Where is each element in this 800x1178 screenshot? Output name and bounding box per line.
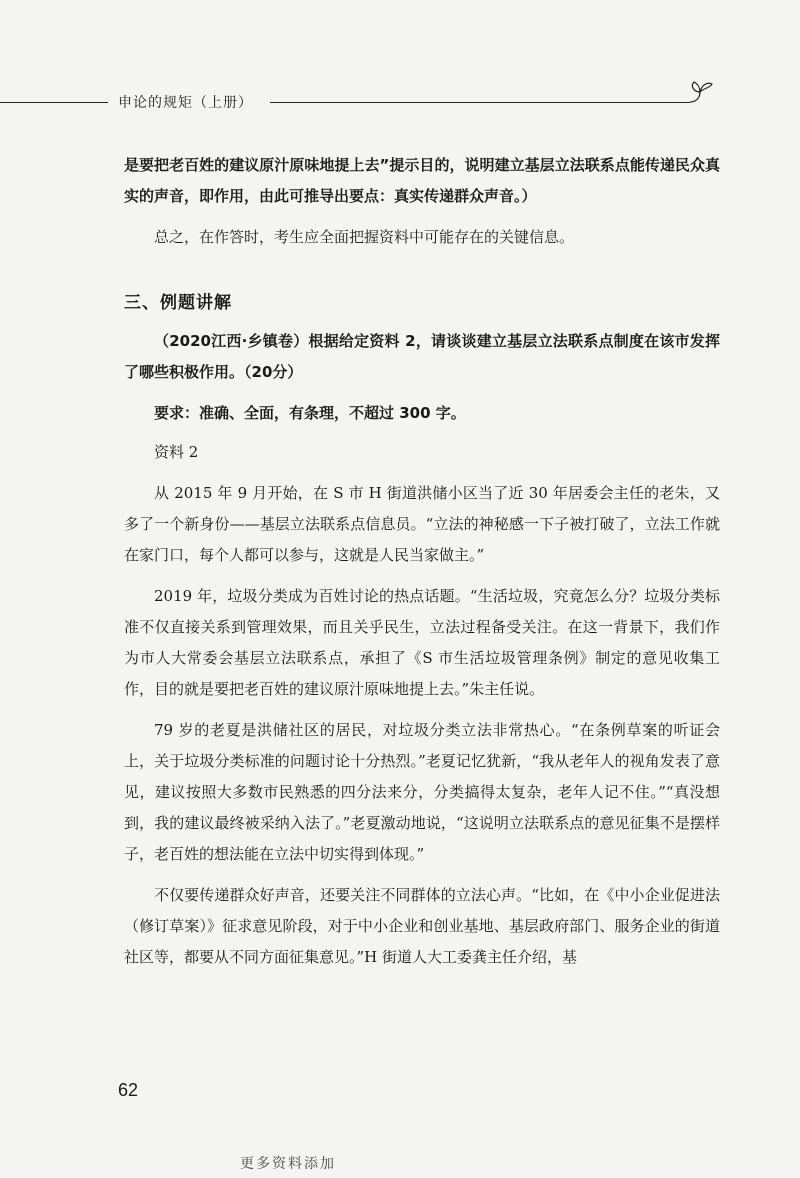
header-rule-left — [0, 102, 108, 103]
material-paragraph: 从 2015 年 9 月开始，在 S 市 H 街道洪储小区当了近 30 年居委会主任的老朱，又多了一个新身份——基层立法联系点信息员。“立法的神秘感一下子被打破了，立法工作就在家门口，每个人都可以参与，这就是人民当家做主。” — [124, 484, 720, 564]
section-heading: 三、例题讲解 — [124, 293, 232, 313]
header-rule-right — [270, 102, 690, 103]
page-number: 62 — [118, 1080, 139, 1100]
material-paragraph: 79 岁的老夏是洪储社区的居民，对垃圾分类立法非常热心。“在条例草案的听证会上，关于垃圾分类标准的问题讨论十分热烈。”老夏记忆犹新，“我从老年人的视角发表了意见，建议按照大多数市民熟悉的四分法来分，分类搞得太复杂，老年人记不住。”“真没想到，我的建议最终被采纳入法了。”老夏激动地说，“这说明立法联系点的意见征集不是摆样子，老百姓的想法能在立法中切实得到体现。” — [124, 721, 720, 863]
intro-paragraph-2: 总之，在作答时，考生应全面把握资料中可能存在的关键信息。 — [154, 228, 575, 246]
running-header — [0, 92, 800, 112]
question-block — [124, 326, 720, 973]
sprout-icon — [686, 78, 716, 104]
footer-watermark-text: 更多资料添加 — [240, 1156, 336, 1172]
material-paragraph: 不仅要传递群众好声音，还要关注不同群体的立法心声。“比如，在《中小企业促进法（修订草案）》征求意见阶段，对于中小企业和创业基地、基层政府部门、服务企业的街道社区等，都要从不同方面征集意见。”H 街道人大工委龚主任介绍，基 — [124, 886, 720, 966]
book-title: 申论的规矩（上册） — [118, 95, 253, 111]
intro-block — [124, 150, 720, 253]
intro-paragraph-1: 是要把老百姓的建议原汁原味地提上去”提示目的，说明建立基层立法联系点能传递民众真实的声音，即作用，由此可推导出要点：真实传递群众声音。） — [124, 156, 720, 205]
question-text: （2020江西·乡镇卷）根据给定资料 2，请谈谈建立基层立法联系点制度在该市发挥了哪些积极作用。（20分） — [124, 332, 720, 381]
material-label: 资料 2 — [154, 443, 199, 461]
material-paragraph: 2019 年，垃圾分类成为百姓讨论的热点话题。“生活垃圾，究竟怎么分？垃圾分类标准不仅直接关系到管理效果，而且关乎民生，立法过程备受关注。在这一背景下，我们作为市人大常委会基层立法联系点，承担了《S 市生活垃圾管理条例》制定的意见收集工作，目的就是要把老百姓的建议原汁原味地提上去。”朱主任说。 — [124, 587, 720, 698]
question-requirement: 要求：准确、全面，有条理，不超过 300 字。 — [154, 404, 466, 422]
